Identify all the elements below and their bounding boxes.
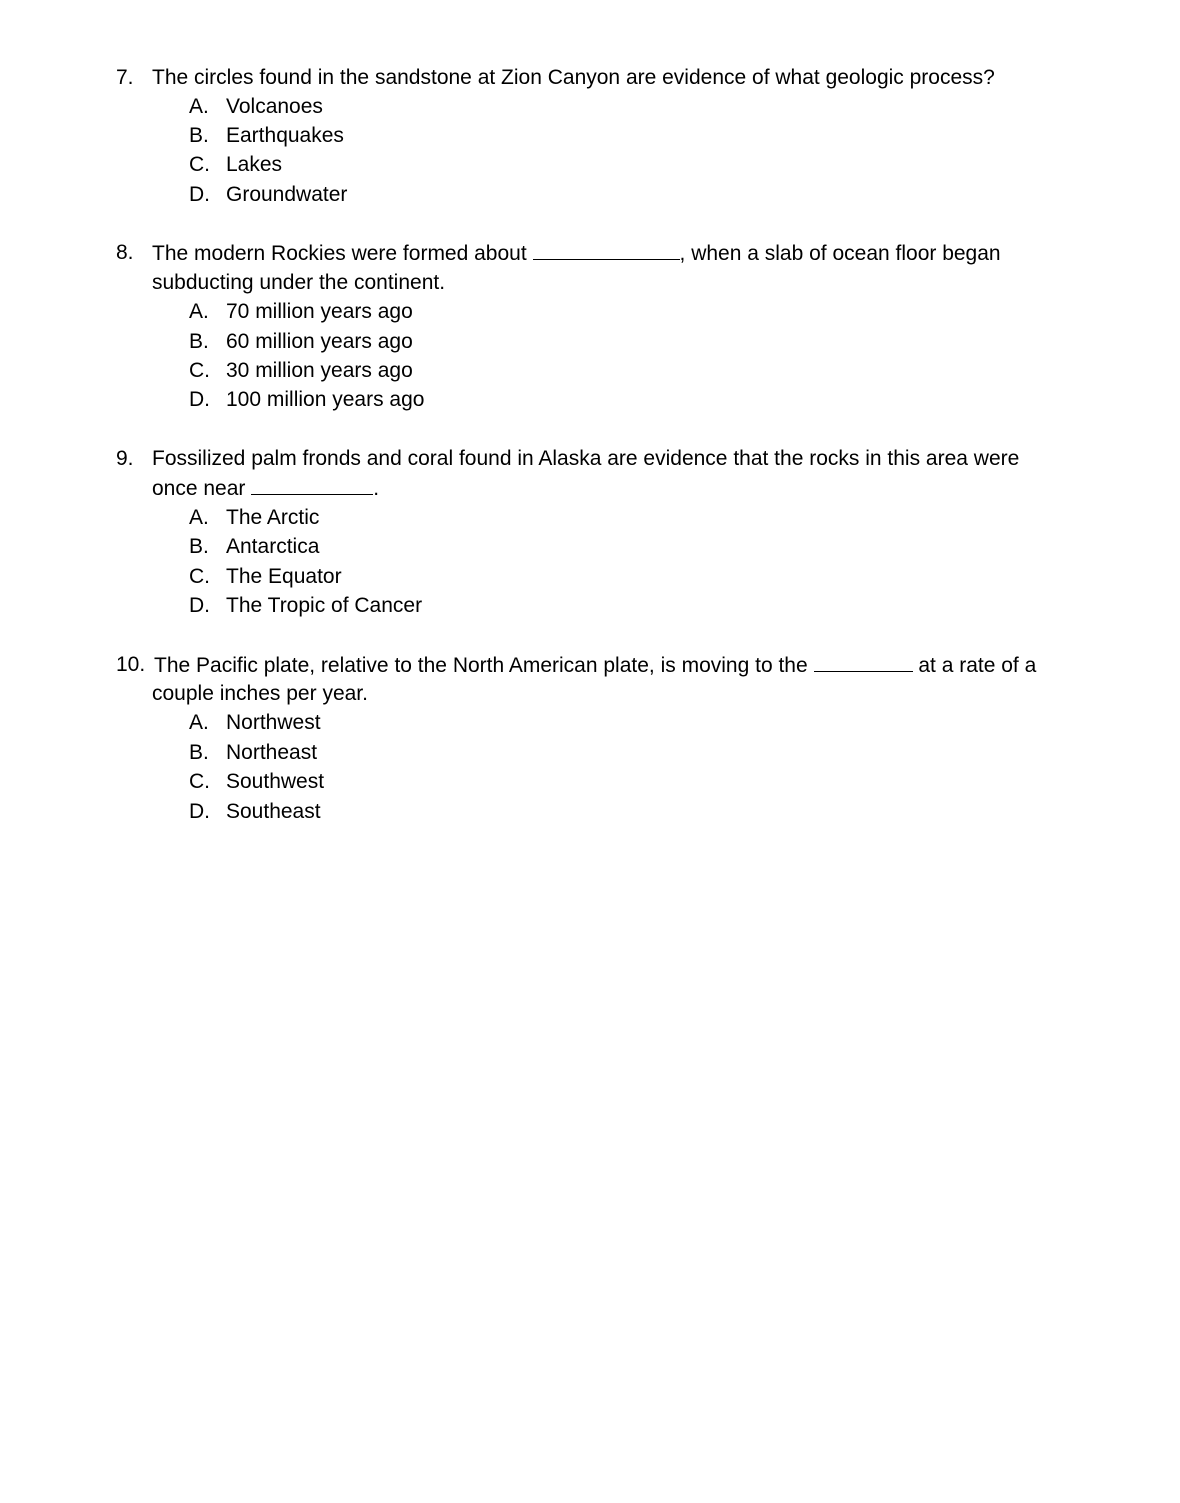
- question-number: 9.: [116, 447, 134, 470]
- question-text-after-blank: at a rate of a: [918, 654, 1037, 677]
- option-letter: A.: [189, 711, 209, 734]
- option-text: The Tropic of Cancer: [226, 594, 423, 617]
- option-letter: C.: [189, 565, 210, 588]
- option-letter: A.: [189, 300, 209, 323]
- option-letter: A.: [189, 506, 209, 529]
- option-text: 60 million years ago: [226, 330, 413, 353]
- question-text-line1: Fossilized palm fronds and coral found in Alaska are evidence that the rocks in this area were: [152, 447, 1020, 470]
- option-text: 70 million years ago: [226, 300, 413, 323]
- option-letter: B.: [189, 741, 209, 764]
- question-text-before-blank: The modern Rockies were formed about: [152, 242, 527, 265]
- option-letter: D.: [189, 388, 210, 411]
- question-number: 7.: [116, 66, 134, 89]
- option-letter: B.: [189, 124, 209, 147]
- question-number: 8.: [116, 241, 134, 264]
- question-text-before-blank: The Pacific plate, relative to the North American plate, is moving to the: [154, 654, 808, 677]
- option-text: Antarctica: [226, 535, 320, 558]
- option-text: 100 million years ago: [226, 388, 425, 411]
- option-text: 30 million years ago: [226, 359, 413, 382]
- option-text: Northeast: [226, 741, 318, 764]
- option-text: The Equator: [226, 565, 342, 588]
- answer-blank: [533, 241, 680, 260]
- option-letter: D.: [189, 594, 210, 617]
- question-text: The circles found in the sandstone at Zion Canyon are evidence of what geologic process?: [152, 66, 995, 89]
- question-number: 10.: [116, 653, 146, 676]
- question-text-line2: subducting under the continent.: [152, 271, 446, 294]
- answer-blank: [251, 476, 373, 495]
- option-text: Lakes: [226, 153, 283, 176]
- option-letter: C.: [189, 359, 210, 382]
- option-text: Northwest: [226, 711, 321, 734]
- option-text: Southeast: [226, 800, 321, 823]
- option-text: Groundwater: [226, 183, 348, 206]
- question-text-line: [152, 476, 379, 501]
- question-text-line: [152, 241, 1001, 266]
- option-letter: C.: [189, 153, 210, 176]
- question-text-after-blank: , when a slab of ocean floor began: [679, 242, 1001, 265]
- option-letter: B.: [189, 330, 209, 353]
- question-text-line: [154, 653, 1036, 678]
- option-letter: D.: [189, 183, 210, 206]
- option-text: Southwest: [226, 770, 325, 793]
- option-text: The Arctic: [226, 506, 320, 529]
- option-text: Earthquakes: [226, 124, 344, 147]
- option-letter: C.: [189, 770, 210, 793]
- option-letter: D.: [189, 800, 210, 823]
- option-letter: A.: [189, 95, 209, 118]
- question-text-line2: couple inches per year.: [152, 682, 368, 705]
- option-text: Volcanoes: [226, 95, 323, 118]
- question-text-before-blank: once near: [152, 477, 246, 500]
- answer-blank: [814, 653, 913, 672]
- option-letter: B.: [189, 535, 209, 558]
- question-text-after-blank: .: [373, 477, 380, 500]
